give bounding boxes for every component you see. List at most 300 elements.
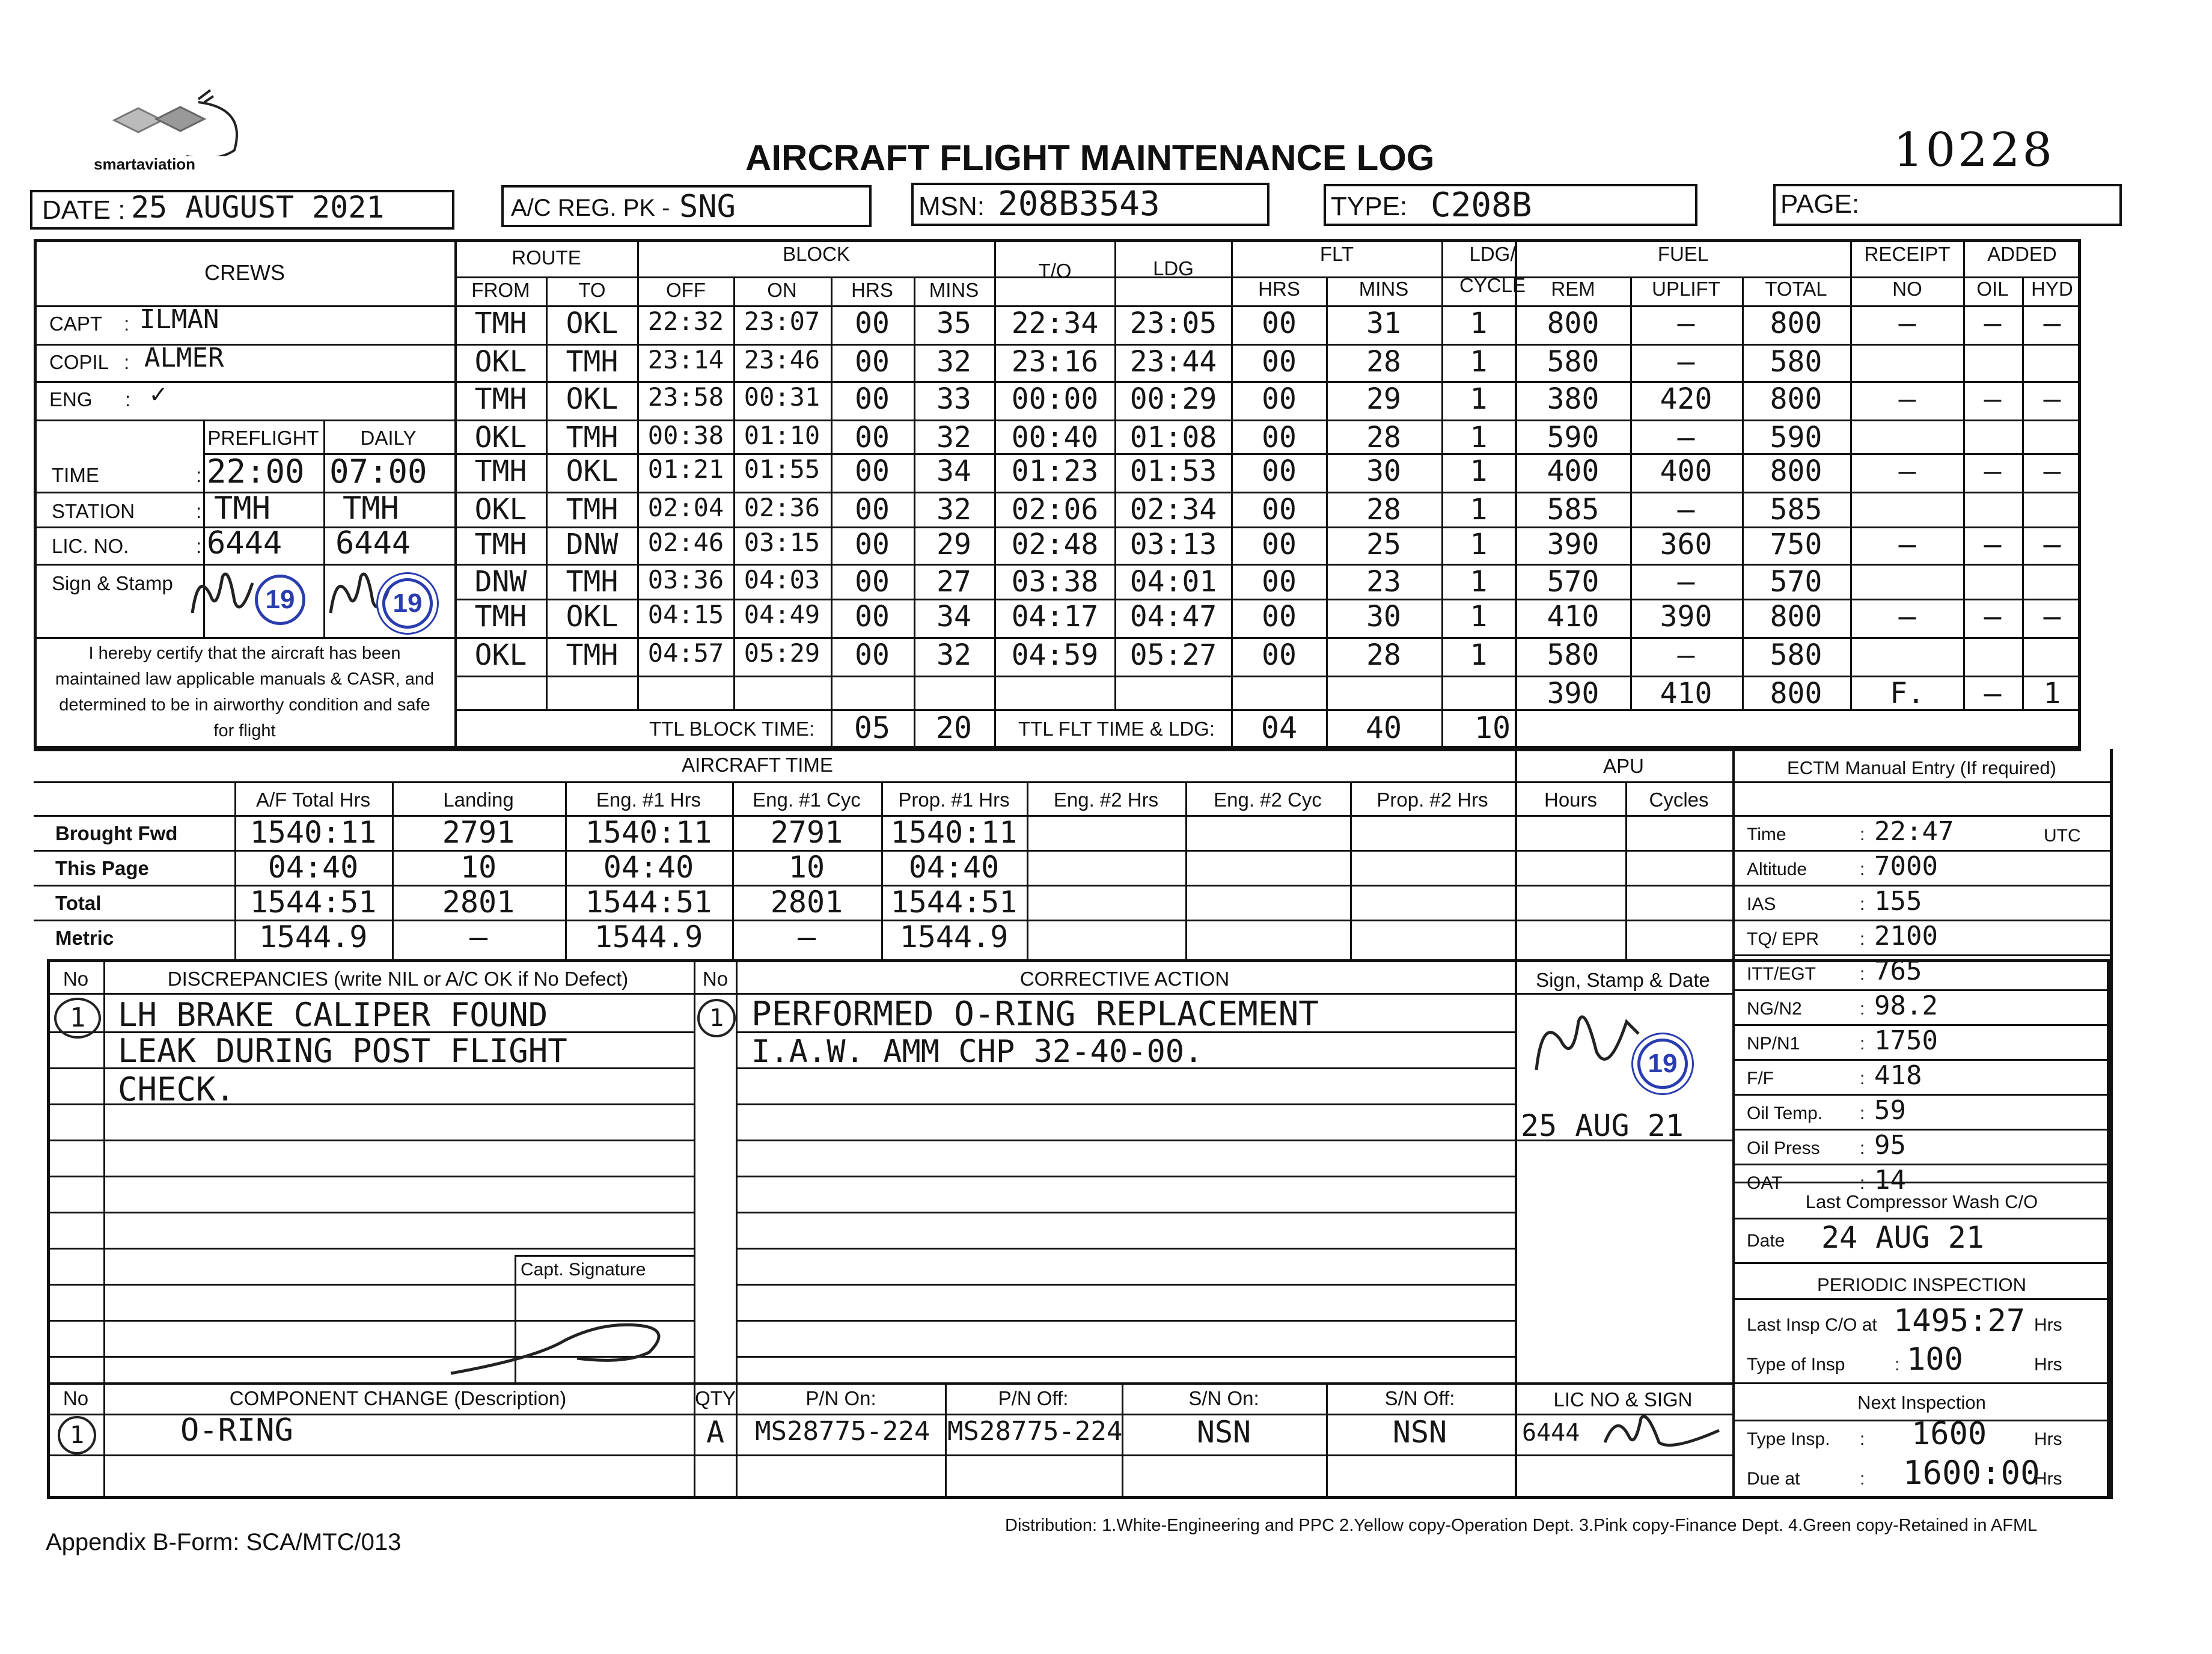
ectm-value[interactable]: 155 xyxy=(1874,886,1922,917)
flight-cell-from[interactable]: TMH xyxy=(474,528,527,561)
ectm-value[interactable]: 7000 xyxy=(1874,851,1938,882)
flight-cell-total[interactable]: 590 xyxy=(1770,421,1822,454)
ac-time-cell[interactable]: 1540:11 xyxy=(249,815,377,850)
flight-cell-from[interactable]: DNW xyxy=(474,565,527,599)
ectm-colon: : xyxy=(1860,859,1865,879)
ectm-label: Oil Press xyxy=(1747,1138,1820,1158)
flight-cell-on[interactable]: 00:31 xyxy=(744,382,820,412)
corrective-line[interactable]: I.A.W. AMM CHP 32-40-00. xyxy=(751,1034,1203,1070)
ac-time-col-header: Eng. #2 Cyc xyxy=(1214,789,1322,811)
flight-cell-fmins[interactable]: 23 xyxy=(1366,565,1401,599)
grid-line xyxy=(1732,1298,2110,1300)
flight-cell-hrs[interactable]: 00 xyxy=(855,421,890,454)
flight-cell-off[interactable]: 02:04 xyxy=(647,493,724,522)
flight-cell-mins[interactable]: 29 xyxy=(936,528,971,561)
date-value[interactable]: 25 AUGUST 2021 xyxy=(131,190,385,225)
ac-time-col-header: A/F Total Hrs xyxy=(255,789,371,811)
discrepancy-line[interactable]: CHECK. xyxy=(118,1070,236,1108)
ectm-colon: : xyxy=(1860,1173,1865,1193)
flight-cell-cyc[interactable]: 1 xyxy=(1470,454,1488,488)
flight-cell-oil[interactable]: – xyxy=(1984,307,2002,340)
flight-cell-uplift[interactable]: 360 xyxy=(1660,528,1712,561)
flight-cell-tof[interactable]: 01:23 xyxy=(1011,454,1099,488)
flight-cell-hrs[interactable]: 00 xyxy=(855,565,890,599)
flight-cell-uplift[interactable]: – xyxy=(1677,638,1695,672)
block-header: BLOCK xyxy=(783,243,850,265)
due-at-colon: : xyxy=(1860,1469,1865,1489)
flight-cell-on[interactable]: 04:03 xyxy=(744,565,820,594)
form-serial-number: 10228 xyxy=(1893,123,2055,177)
flight-cell-ldg[interactable]: 01:08 xyxy=(1129,421,1217,454)
flight-cell-uplift[interactable]: – xyxy=(1677,307,1695,340)
on-header: ON xyxy=(767,279,797,301)
ac-time-col-header: Eng. #2 Hrs xyxy=(1053,789,1159,811)
last-insp-value[interactable]: 1495:27 xyxy=(1893,1303,2026,1339)
ectm-value[interactable]: 59 xyxy=(1874,1095,1906,1126)
flight-cell-rem[interactable]: 580 xyxy=(1547,638,1599,672)
ac-time-cell[interactable]: 1544.9 xyxy=(899,920,1009,954)
flight-cell-to[interactable]: DNW xyxy=(566,528,619,561)
ectm-value[interactable]: 95 xyxy=(1874,1130,1906,1161)
flight-cell-hyd[interactable]: – xyxy=(2043,600,2061,633)
reg-value[interactable]: SNG xyxy=(679,189,736,225)
comp-row-pn-on[interactable]: MS28775-224 xyxy=(755,1416,930,1447)
flight-cell-from[interactable]: OKL xyxy=(474,421,527,454)
flight-cell-hrs[interactable]: 00 xyxy=(855,454,890,488)
station-colon: : xyxy=(196,500,202,522)
comp-row-pn-off[interactable]: MS28775-224 xyxy=(947,1416,1123,1447)
flight-cell-rno[interactable]: – xyxy=(1898,600,1916,633)
flight-cell-oil[interactable]: – xyxy=(1984,454,2002,488)
flight-cell-tof[interactable]: 23:16 xyxy=(1011,345,1099,379)
flight-cell-mins[interactable]: 34 xyxy=(936,454,971,488)
flight-cell-hrs[interactable]: 00 xyxy=(855,345,890,379)
flight-cell-from[interactable]: TMH xyxy=(474,454,527,488)
flight-cell-tof[interactable]: 04:59 xyxy=(1011,638,1099,672)
flight-cell-fhrs[interactable]: 00 xyxy=(1262,565,1297,599)
flight-cell-total[interactable]: 800 xyxy=(1770,307,1822,340)
flight-cell-oil[interactable]: – xyxy=(1984,677,2002,710)
comp-row-desc[interactable]: O-RING xyxy=(180,1412,293,1448)
flight-cell-total[interactable]: 800 xyxy=(1770,454,1822,488)
off-header: OFF xyxy=(666,279,706,301)
flight-cell-hrs[interactable]: 00 xyxy=(855,638,890,672)
ac-time-cell[interactable]: – xyxy=(469,920,488,954)
flight-cell-cyc[interactable]: 1 xyxy=(1470,307,1488,340)
flight-cell-on[interactable]: 02:36 xyxy=(744,493,820,522)
grid-line xyxy=(1515,815,1732,817)
ectm-value[interactable]: 22:47 xyxy=(1874,816,1954,847)
flight-cell-from[interactable]: OKL xyxy=(474,493,527,526)
ectm-colon: : xyxy=(1860,825,1865,844)
grid-line xyxy=(736,1103,1515,1105)
receipt-no-header: NO xyxy=(1892,278,1922,300)
flight-cell-fmins[interactable]: 31 xyxy=(1366,307,1401,340)
flight-cell-mins[interactable]: 32 xyxy=(936,493,971,526)
flight-cell-fmins[interactable]: 28 xyxy=(1366,493,1401,526)
flight-cell-rem[interactable]: 580 xyxy=(1547,345,1599,379)
flight-cell-fhrs[interactable]: 00 xyxy=(1262,345,1297,379)
grid-line xyxy=(34,420,454,421)
grid-line xyxy=(1515,749,1517,1499)
flight-cell-to[interactable]: TMH xyxy=(566,345,619,379)
flight-cell-ldg[interactable]: 00:29 xyxy=(1129,382,1217,416)
flight-cell-total[interactable]: 750 xyxy=(1770,528,1822,561)
corrective-line[interactable]: PERFORMED O-RING REPLACEMENT xyxy=(751,995,1319,1034)
ac-time-cell[interactable]: 04:40 xyxy=(603,850,694,885)
flight-cell-total[interactable]: 585 xyxy=(1770,493,1822,526)
flight-cell-mins[interactable]: 34 xyxy=(936,600,971,633)
preflight-station[interactable]: TMH xyxy=(214,490,270,526)
grid-line xyxy=(1732,1218,2110,1219)
flight-cell-on[interactable]: 03:15 xyxy=(744,528,820,557)
distribution-note: Distribution: 1.White-Engineering and PPC 2.Yellow copy-Operation Dept. 3.Pink copy-Finance Dept. 4.Green copy-Retained in AFML xyxy=(1005,1516,2038,1535)
flight-cell-mins[interactable]: 32 xyxy=(936,638,971,672)
ttl-block-hrs[interactable]: 05 xyxy=(854,710,891,745)
flight-cell-to[interactable]: OKL xyxy=(566,307,619,340)
disc-no-header: No xyxy=(63,968,89,990)
ac-time-cell[interactable]: 1544:51 xyxy=(585,885,712,920)
flight-cell-rem[interactable]: 410 xyxy=(1547,600,1599,633)
ttl-block-label: TTL BLOCK TIME: xyxy=(649,718,815,740)
ectm-label: IAS xyxy=(1747,894,1776,914)
flight-cell-off[interactable]: 23:14 xyxy=(647,345,724,374)
flight-cell-tof[interactable]: 03:38 xyxy=(1011,565,1099,599)
flight-cell-total[interactable]: 800 xyxy=(1770,600,1822,633)
ectm-value[interactable]: 98.2 xyxy=(1874,990,1938,1021)
eng-label: ENG xyxy=(49,388,93,410)
flight-cell-from[interactable]: TMH xyxy=(474,307,527,340)
ac-time-cell[interactable]: 2801 xyxy=(442,885,515,920)
ac-time-cell[interactable]: 2801 xyxy=(770,885,843,920)
flight-cell-rem[interactable]: 400 xyxy=(1547,454,1599,488)
flight-cell-tof[interactable]: 00:00 xyxy=(1011,382,1099,416)
flight-cell-tof[interactable]: 04:17 xyxy=(1011,600,1099,633)
flight-cell-rno[interactable]: – xyxy=(1898,454,1916,488)
ac-time-col-header: Landing xyxy=(443,789,514,811)
flight-cell-fhrs[interactable]: 00 xyxy=(1262,382,1297,416)
preflight-lic[interactable]: 6444 xyxy=(207,525,283,561)
flight-cell-off[interactable]: 01:21 xyxy=(647,454,724,484)
sign-stamp-date-header: Sign, Stamp & Date xyxy=(1536,969,1710,991)
flight-cell-off[interactable]: 23:58 xyxy=(647,382,724,412)
flight-cell-on[interactable]: 01:10 xyxy=(744,421,820,450)
flight-cell-mins[interactable]: 33 xyxy=(936,382,971,416)
discrepancy-line[interactable]: LEAK DURING POST FLIGHT xyxy=(118,1032,567,1070)
flight-cell-to[interactable]: TMH xyxy=(566,565,619,599)
flight-cell-fhrs[interactable]: 00 xyxy=(1262,600,1297,633)
next-type-value[interactable]: 1600 xyxy=(1911,1416,1987,1452)
corr-no-header: No xyxy=(702,968,729,990)
flight-cell-total[interactable]: 580 xyxy=(1770,638,1822,672)
flight-cell-off[interactable]: 04:57 xyxy=(647,638,724,668)
flight-cell-rem[interactable]: 380 xyxy=(1547,382,1599,416)
flight-cell-fmins[interactable]: 28 xyxy=(1366,421,1401,454)
flight-cell-hrs[interactable]: 00 xyxy=(855,382,890,416)
ectm-value[interactable]: 2100 xyxy=(1874,921,1938,951)
eng-name[interactable]: ✓ xyxy=(150,379,167,409)
flight-cell-ldg[interactable]: 01:53 xyxy=(1129,454,1217,488)
flight-cell-hrs[interactable]: 00 xyxy=(855,600,890,633)
ectm-colon: : xyxy=(1860,929,1865,949)
disc-item-no[interactable]: 1 xyxy=(54,998,101,1039)
ac-time-cell[interactable]: 2791 xyxy=(442,815,515,850)
flight-cell-ldg[interactable]: 05:27 xyxy=(1129,638,1217,672)
grid-line xyxy=(1732,1262,2110,1264)
type-label: TYPE: xyxy=(1331,192,1408,221)
flight-cell-ldg[interactable]: 04:47 xyxy=(1129,600,1217,633)
certify-line: maintained law applicable manuals & CASR, and xyxy=(55,670,435,689)
flight-cell-on[interactable]: 05:29 xyxy=(744,638,820,668)
flight-cell-oil[interactable]: – xyxy=(1984,600,2002,633)
flight-cell-cyc[interactable]: 1 xyxy=(1470,638,1488,672)
flight-cell-total[interactable]: 800 xyxy=(1770,677,1822,710)
flight-cell-ldg[interactable]: 04:01 xyxy=(1129,565,1217,599)
lic-signature-icon xyxy=(1599,1406,1731,1454)
flight-cell-total[interactable]: 800 xyxy=(1770,382,1822,416)
flight-cell-rem[interactable]: 390 xyxy=(1547,528,1599,561)
flight-cell-to[interactable]: OKL xyxy=(566,382,619,416)
ac-time-cell[interactable]: 1544:51 xyxy=(249,885,377,920)
flight-cell-ldg[interactable]: 23:05 xyxy=(1129,307,1217,340)
ectm-label: OAT xyxy=(1747,1173,1783,1193)
discrepancy-line[interactable]: LH BRAKE CALIPER FOUND xyxy=(118,996,548,1034)
ectm-colon: : xyxy=(1860,1138,1865,1158)
flight-cell-oil[interactable]: – xyxy=(1984,382,2002,416)
flight-cell-off[interactable]: 03:36 xyxy=(647,565,724,594)
ac-time-cell[interactable]: 04:40 xyxy=(908,850,1000,885)
flight-cell-uplift[interactable]: 410 xyxy=(1660,677,1712,710)
flight-cell-fmins[interactable]: 29 xyxy=(1366,382,1401,416)
flight-cell-to[interactable]: TMH xyxy=(566,493,619,526)
flight-cell-total[interactable]: 570 xyxy=(1770,565,1822,599)
flight-cell-fhrs[interactable]: 00 xyxy=(1262,493,1297,526)
ac-time-cell[interactable]: 1540:11 xyxy=(890,815,1018,850)
flight-cell-uplift[interactable]: – xyxy=(1677,493,1695,526)
ectm-value[interactable]: 14 xyxy=(1874,1165,1906,1195)
flight-cell-oil[interactable]: – xyxy=(1984,528,2002,561)
page-label: PAGE: xyxy=(1780,189,1860,219)
flight-cell-off[interactable]: 22:32 xyxy=(647,307,724,336)
flight-cell-uplift[interactable]: 420 xyxy=(1660,382,1712,416)
flight-cell-hyd[interactable]: – xyxy=(2043,454,2061,488)
flight-cell-to[interactable]: OKL xyxy=(566,454,619,488)
flight-cell-rem[interactable]: 390 xyxy=(1547,677,1599,710)
flight-cell-cyc[interactable]: 1 xyxy=(1470,528,1488,561)
flight-cell-cyc[interactable]: 1 xyxy=(1470,600,1488,633)
flight-cell-hyd[interactable]: – xyxy=(2043,528,2061,561)
flight-cell-cyc[interactable]: 1 xyxy=(1470,345,1488,379)
flight-cell-on[interactable]: 23:46 xyxy=(744,345,820,374)
flight-cell-total[interactable]: 580 xyxy=(1770,345,1822,379)
grid-line xyxy=(736,1248,1515,1250)
ttl-flt-hrs[interactable]: 04 xyxy=(1260,710,1298,745)
type-value[interactable]: C208B xyxy=(1431,186,1532,225)
flight-cell-hyd[interactable]: – xyxy=(2043,307,2061,340)
flight-cell-to[interactable]: TMH xyxy=(566,638,619,672)
grid-line xyxy=(34,781,2110,783)
flight-cell-fmins[interactable]: 30 xyxy=(1366,454,1401,488)
flight-cell-to[interactable]: TMH xyxy=(566,421,619,454)
ac-time-cell[interactable]: 04:40 xyxy=(267,850,359,885)
corr-item-no[interactable]: 1 xyxy=(697,999,736,1037)
qty-header: QTY xyxy=(695,1387,736,1409)
wash-date-value[interactable]: 24 AUG 21 xyxy=(1821,1220,1984,1255)
ectm-label: NP/N1 xyxy=(1747,1034,1800,1054)
flight-cell-rem[interactable]: 590 xyxy=(1547,421,1599,454)
periodic-header: PERIODIC INSPECTION xyxy=(1817,1274,2026,1295)
daily-time[interactable]: 07:00 xyxy=(329,453,427,490)
flight-cell-from[interactable]: TMH xyxy=(474,600,527,633)
flight-cell-fmins[interactable]: 25 xyxy=(1366,528,1401,561)
time-colon: : xyxy=(196,464,202,486)
flight-cell-cyc[interactable]: 1 xyxy=(1470,493,1488,526)
preflight-time[interactable]: 22:00 xyxy=(207,453,305,490)
flight-cell-mins[interactable]: 32 xyxy=(936,421,971,454)
grid-line xyxy=(1732,1129,2110,1131)
ac-time-cell[interactable]: 1544:51 xyxy=(890,885,1018,920)
ttl-flt-mins[interactable]: 40 xyxy=(1365,710,1402,745)
flight-cell-on[interactable]: 04:49 xyxy=(744,600,820,629)
flight-cell-tof[interactable]: 02:06 xyxy=(1011,493,1099,526)
flight-cell-uplift[interactable]: – xyxy=(1677,345,1695,379)
flight-cell-tof[interactable]: 22:34 xyxy=(1011,307,1099,340)
pn-on-header: P/N On: xyxy=(805,1387,876,1409)
flight-cell-rem[interactable]: 570 xyxy=(1547,565,1599,599)
logo-text: smartaviation xyxy=(94,155,196,173)
ectm-value[interactable]: 1750 xyxy=(1874,1025,1938,1056)
flight-cell-off[interactable]: 04:15 xyxy=(647,600,724,629)
grid-line xyxy=(1732,1094,2110,1096)
ttl-block-mins[interactable]: 20 xyxy=(935,710,973,745)
comp-row-sn-on[interactable]: NSN xyxy=(1196,1415,1251,1450)
flight-cell-cyc[interactable]: 1 xyxy=(1470,382,1488,416)
flight-cell-hyd[interactable]: 1 xyxy=(2043,677,2061,710)
flight-cell-mins[interactable]: 32 xyxy=(936,345,971,379)
flight-cell-uplift[interactable]: 390 xyxy=(1660,600,1712,633)
grid-line xyxy=(736,1284,1515,1286)
flight-cell-rno[interactable]: – xyxy=(1898,528,1916,561)
flight-cell-rem[interactable]: 585 xyxy=(1547,493,1599,526)
ttl-ldg[interactable]: 10 xyxy=(1474,710,1511,745)
flight-cell-fhrs[interactable]: 00 xyxy=(1262,307,1297,340)
ac-time-cell[interactable]: 10 xyxy=(460,850,497,885)
next-type-label: Type Insp. xyxy=(1747,1429,1830,1449)
flight-cell-hyd[interactable]: – xyxy=(2043,382,2061,416)
daily-lic[interactable]: 6444 xyxy=(335,525,411,561)
ac-time-cell[interactable]: – xyxy=(797,920,816,954)
comp-row-no[interactable]: 1 xyxy=(58,1416,96,1454)
sn-off-header: S/N Off: xyxy=(1384,1387,1455,1409)
ectm-colon: : xyxy=(1860,964,1865,984)
flight-cell-hrs[interactable]: 00 xyxy=(855,307,890,340)
flight-cell-tof[interactable]: 00:40 xyxy=(1011,421,1099,454)
grid-line xyxy=(736,1212,1515,1213)
capt-name[interactable]: ILMAN xyxy=(139,304,219,335)
flight-cell-hrs[interactable]: 00 xyxy=(855,493,890,526)
flight-cell-cyc[interactable]: 1 xyxy=(1470,565,1488,599)
flight-cell-uplift[interactable]: – xyxy=(1677,421,1695,454)
ac-time-cell[interactable]: 2791 xyxy=(770,815,843,850)
flight-cell-uplift[interactable]: 400 xyxy=(1660,454,1712,488)
flight-cell-rno[interactable]: F. xyxy=(1890,677,1925,710)
comp-desc-header: COMPONENT CHANGE (Description) xyxy=(229,1387,567,1409)
due-at-label: Due at xyxy=(1747,1469,1800,1489)
ectm-label: Altitude xyxy=(1747,859,1807,879)
ectm-label: Oil Temp. xyxy=(1747,1103,1823,1123)
flight-cell-ldg[interactable]: 02:34 xyxy=(1129,493,1217,526)
flight-cell-on[interactable]: 23:07 xyxy=(744,307,820,336)
copil-name[interactable]: ALMER xyxy=(144,343,224,373)
flight-cell-rno[interactable]: – xyxy=(1898,382,1916,416)
sign-date[interactable]: 25 AUG 21 xyxy=(1521,1108,1684,1143)
flight-cell-fhrs[interactable]: 00 xyxy=(1262,454,1297,488)
flight-cell-fhrs[interactable]: 00 xyxy=(1262,421,1297,454)
flight-cell-to[interactable]: OKL xyxy=(566,600,619,633)
comp-row-qty[interactable]: A xyxy=(706,1415,725,1450)
flight-cell-rem[interactable]: 800 xyxy=(1547,307,1599,340)
flight-cell-fmins[interactable]: 28 xyxy=(1366,638,1401,672)
flight-cell-hrs[interactable]: 00 xyxy=(855,528,890,561)
flight-cell-fmins[interactable]: 28 xyxy=(1366,345,1401,379)
flight-cell-ldg[interactable]: 23:44 xyxy=(1129,345,1217,379)
daily-station[interactable]: TMH xyxy=(343,490,399,526)
msn-value[interactable]: 208B3543 xyxy=(998,185,1160,224)
flight-cell-mins[interactable]: 35 xyxy=(936,307,971,340)
flight-cell-fhrs[interactable]: 00 xyxy=(1262,638,1297,672)
grid-line xyxy=(454,676,2081,677)
flight-cell-from[interactable]: TMH xyxy=(474,382,527,416)
flight-cell-from[interactable]: OKL xyxy=(474,345,527,379)
flight-cell-tof[interactable]: 02:48 xyxy=(1011,528,1099,561)
lic-colon: : xyxy=(196,535,202,557)
ectm-colon: : xyxy=(1860,1103,1865,1123)
flight-cell-fmins[interactable]: 30 xyxy=(1366,600,1401,633)
preflight-signature-icon xyxy=(186,559,264,625)
copil-label: COPIL xyxy=(49,351,109,373)
flight-cell-rno[interactable]: – xyxy=(1898,307,1916,340)
next-type-unit: Hrs xyxy=(2034,1429,2062,1449)
flight-cell-off[interactable]: 02:46 xyxy=(647,528,724,557)
ldg-header: LDG xyxy=(1153,257,1194,279)
grid-line xyxy=(34,381,454,383)
ac-time-cell[interactable]: 10 xyxy=(788,850,825,885)
hyd-header: HYD xyxy=(2031,278,2073,300)
flight-cell-mins[interactable]: 27 xyxy=(936,565,971,599)
wash-header: Last Compressor Wash C/O xyxy=(1805,1191,2038,1212)
flight-cell-on[interactable]: 01:55 xyxy=(744,454,820,484)
comp-row-lic[interactable]: 6444 xyxy=(1522,1419,1580,1447)
flight-cell-fhrs[interactable]: 00 xyxy=(1262,528,1297,561)
due-at-value[interactable]: 1600:00 xyxy=(1903,1454,2040,1492)
ac-time-cell[interactable]: 1544.9 xyxy=(258,920,368,954)
flight-cell-off[interactable]: 00:38 xyxy=(647,421,724,450)
ac-time-cell[interactable]: 1540:11 xyxy=(585,815,712,850)
comp-row-sn-off[interactable]: NSN xyxy=(1392,1415,1447,1450)
flight-cell-cyc[interactable]: 1 xyxy=(1470,421,1488,454)
flight-cell-ldg[interactable]: 03:13 xyxy=(1129,528,1217,561)
flight-cell-uplift[interactable]: – xyxy=(1677,565,1695,599)
flight-cell-from[interactable]: OKL xyxy=(474,638,527,672)
ectm-label: NG/N2 xyxy=(1747,999,1802,1019)
apu-header: APU xyxy=(1603,755,1644,777)
ac-time-cell[interactable]: 1544.9 xyxy=(594,920,703,954)
engineer-stamp: 19 xyxy=(1637,1039,1688,1089)
lic-sign-header: LIC NO & SIGN xyxy=(1553,1388,1693,1411)
ectm-value[interactable]: 418 xyxy=(1874,1060,1922,1091)
ectm-value[interactable]: 765 xyxy=(1874,956,1922,986)
type-insp-value[interactable]: 100 xyxy=(1907,1341,1963,1378)
